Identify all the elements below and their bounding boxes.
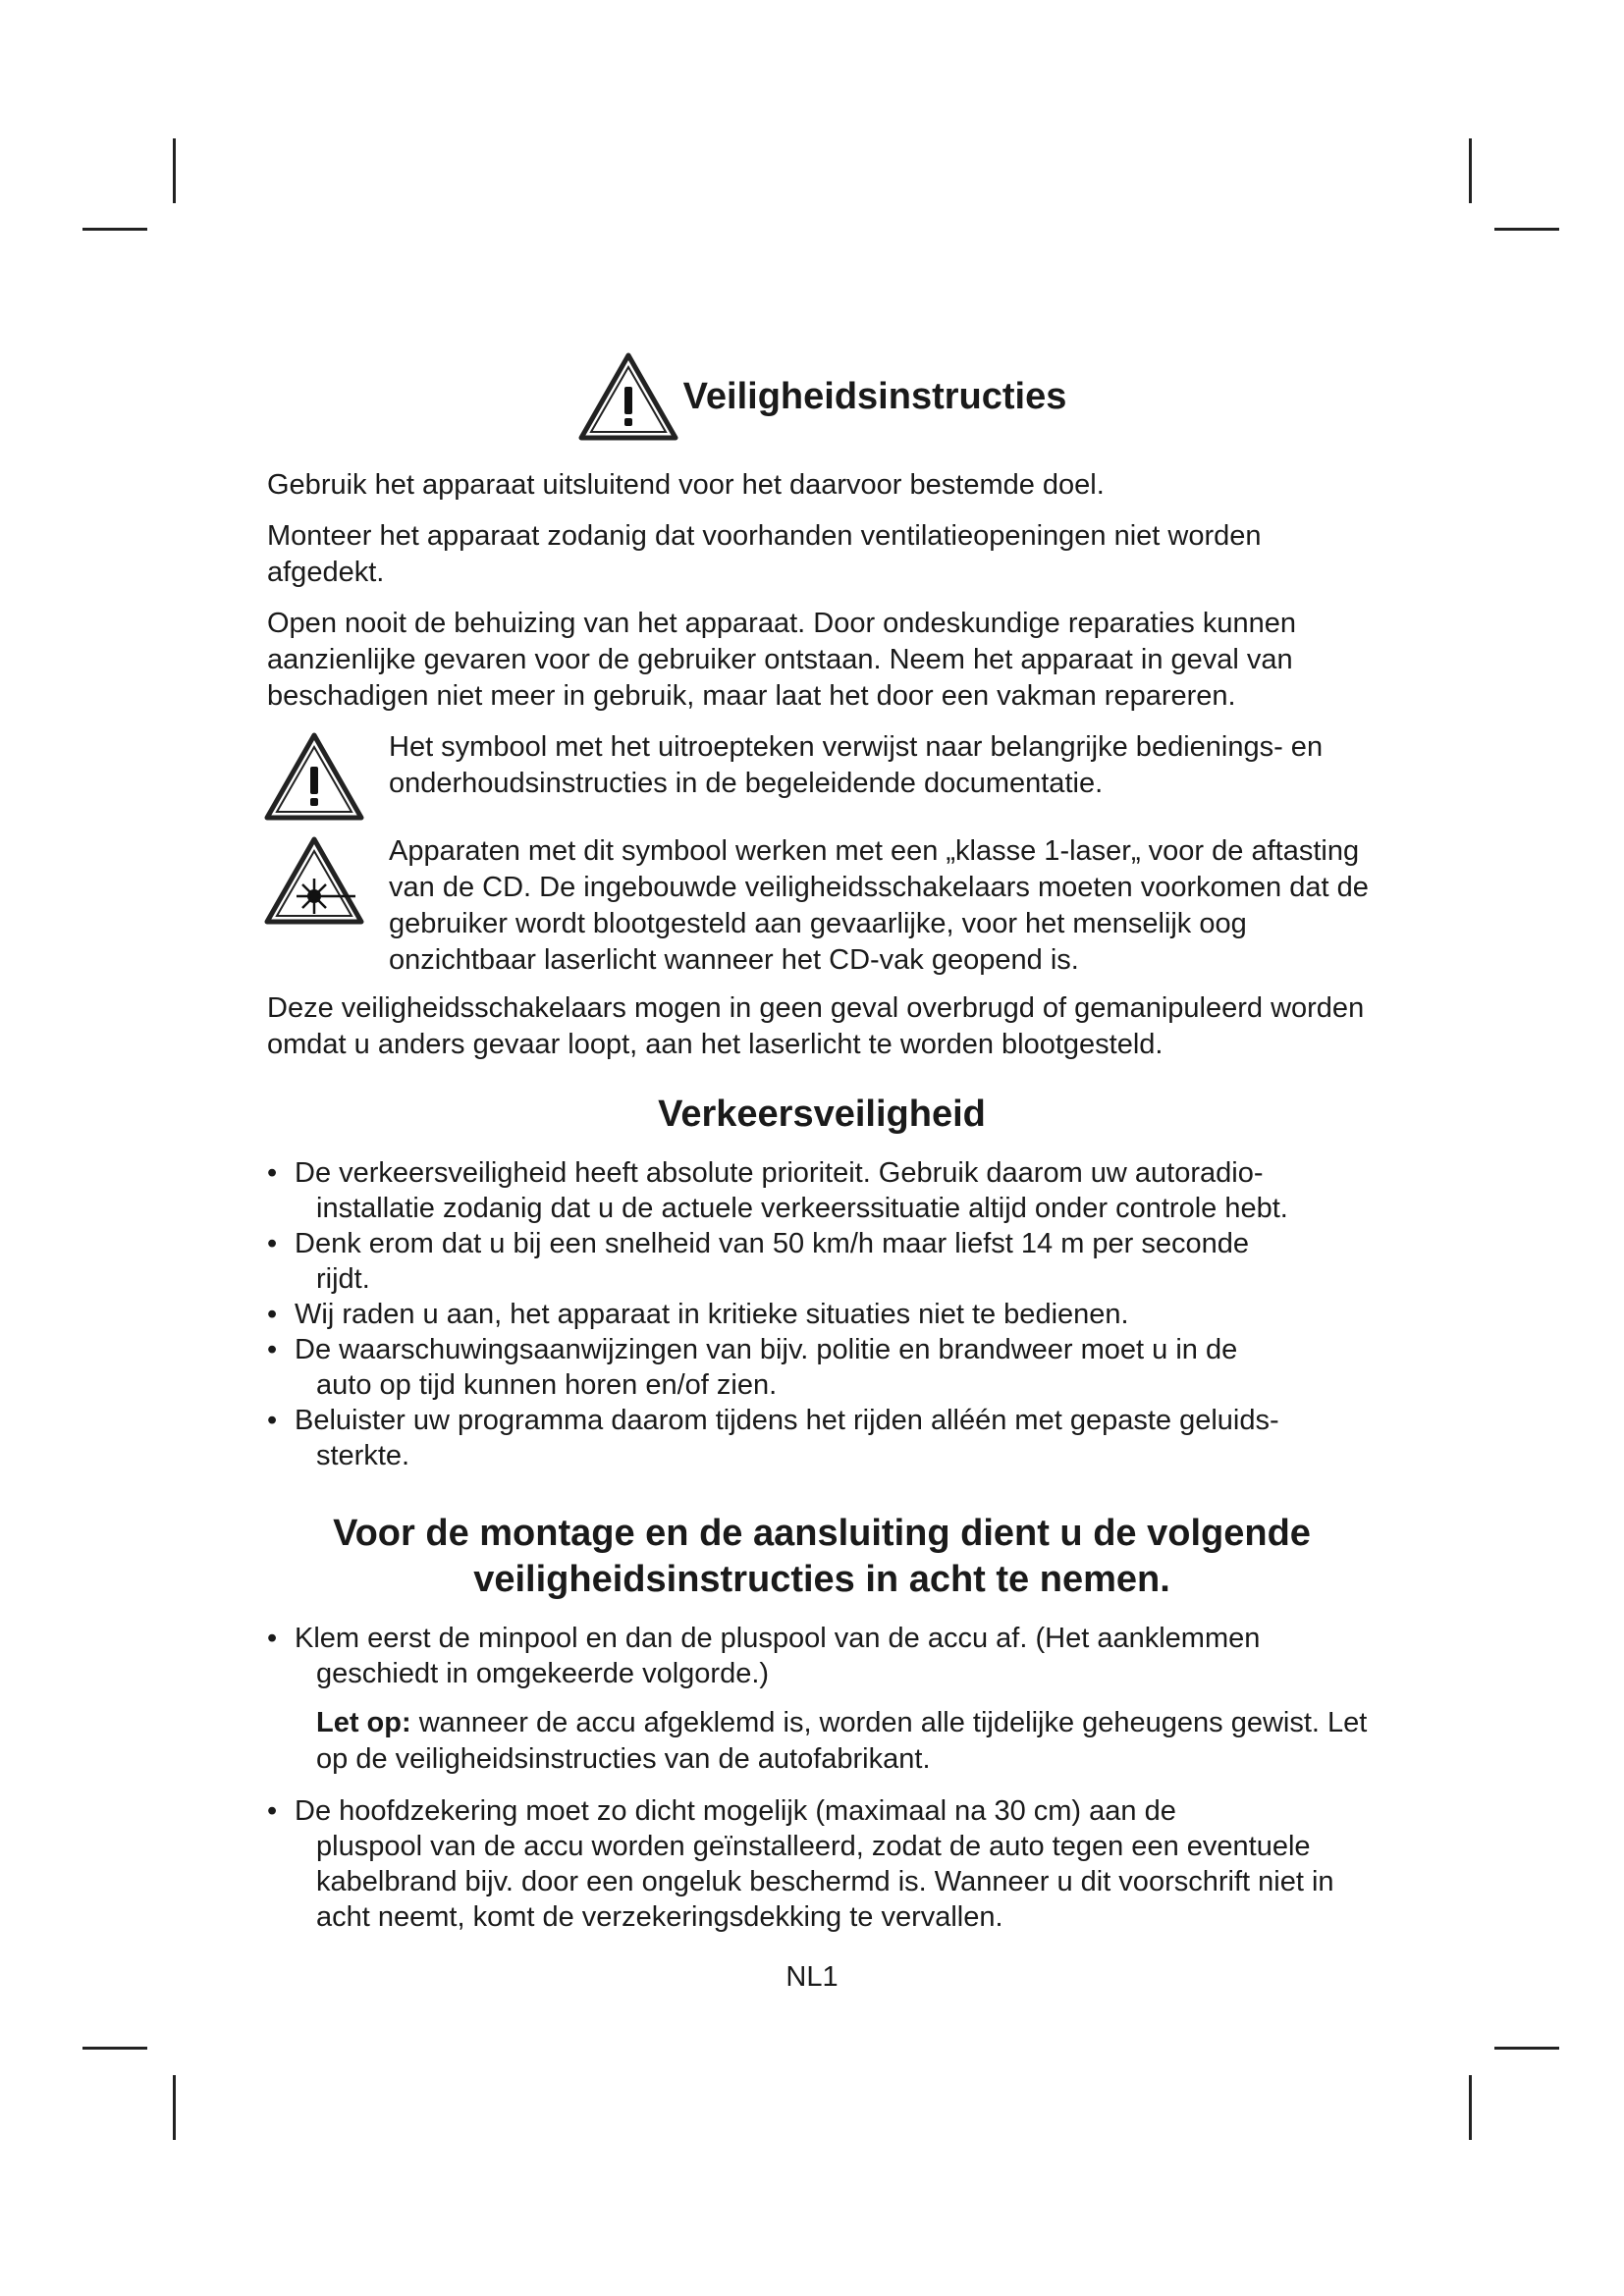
list-item-text: Denk erom dat u bij een snelheid van 50 km/h maar liefst 14 m per seconde: [295, 1228, 1250, 1259]
note-label: Let op:: [316, 1707, 411, 1738]
list-item: [267, 1155, 1377, 1226]
list-item-text: De waarschuwingsaanwijzingen van bijv. politie en brandweer moet u in de: [295, 1334, 1238, 1365]
list-item-text-cont: sterkte.: [316, 1440, 410, 1471]
page-content: [267, 351, 1377, 1935]
symbol-description: Het symbool met het uitroepteken verwijst naar belangrijke bedienings- en onderhoudsinstructies in de begeleidende documentatie.: [389, 731, 1324, 799]
section-heading-mounting: [267, 1511, 1377, 1603]
bullet: •: [267, 1795, 278, 1827]
bullet: •: [267, 1299, 278, 1330]
crop-mark: [1494, 2047, 1559, 2050]
bullet: •: [267, 1623, 278, 1654]
crop-mark: [173, 138, 176, 203]
crop-mark: [1494, 228, 1559, 231]
intro-paragraph: Open nooit de behuizing van het apparaat. Door ondeskundige reparaties kunnen aanzienlijke gevaren voor de gebruiker ontstaan. Neem het apparaat in geval van beschadigen niet meer in gebruik, maar laat het door een vakman repareren.: [267, 608, 1296, 712]
traffic-list: [267, 1155, 1377, 1473]
crop-mark: [173, 2075, 176, 2140]
bullet: •: [267, 1334, 278, 1365]
mounting-list-2: [267, 1793, 1377, 1935]
list-item-text: De verkeersveiligheid heeft absolute prioriteit. Gebruik daarom uw autoradio-: [295, 1157, 1264, 1189]
intro-paragraph: Monteer het apparaat zodanig dat voorhanden ventilatieopeningen niet worden afgedekt.: [267, 520, 1262, 588]
note-text: wanneer de accu afgeklemd is, worden alle tijdelijke geheugens gewist. Let op de veiligheidsinstructies van de autofabrikant.: [316, 1707, 1368, 1775]
page-title: Veiligheidsinstructies: [682, 375, 1067, 417]
attention-note: [316, 1705, 1377, 1778]
crop-mark: [1469, 138, 1472, 203]
list-item-text-cont: pluspool van de accu worden geïnstalleerd, zodat de auto tegen een eventuele kabelbrand bijv. door een ongeluk beschermd is. Wanneer u dit voorschrift niet in acht neemt, komt de verzekeringsdekking te vervallen.: [316, 1831, 1334, 1933]
laser-warning-icon: [263, 835, 365, 926]
list-item-text-cont: geschiedt in omgekeerde volgorde.): [316, 1658, 770, 1689]
intro-paragraph: Gebruik het apparaat uitsluitend voor het daarvoor bestemde doel.: [267, 469, 1105, 501]
exclamation-warning-icon: [263, 731, 365, 822]
crop-mark: [1469, 2075, 1472, 2140]
list-item-text: Wij raden u aan, het apparaat in kritieke situaties niet te bedienen.: [295, 1299, 1129, 1330]
symbol-description: Apparaten met dit symbool werken met een „klasse 1-laser„ voor de aftasting van de CD. De ingebouwde veiligheidsschakelaars moeten voorkomen dat de gebruiker wordt blootgesteld aan gevaarlijke, voor het menselijk oog onzichtbaar laserlicht wanneer het CD-vak geopend is.: [389, 835, 1369, 976]
bullet: •: [267, 1157, 278, 1189]
heading-line: Voor de montage en de aansluiting dient u de volgende: [333, 1513, 1311, 1554]
mounting-list: [267, 1621, 1377, 1691]
page-number: NL1: [785, 1961, 839, 1993]
list-item-text-cont: installatie zodanig dat u de actuele verkeerssituatie altijd onder controle hebt.: [316, 1193, 1288, 1224]
list-item: [267, 1226, 1377, 1297]
crop-mark: [82, 2047, 147, 2050]
laser-note: Deze veiligheidsschakelaars mogen in geen geval overbrugd of gemanipuleerd worden omdat u anders gevaar loopt, aan het laserlicht te worden blootgesteld.: [267, 992, 1365, 1060]
heading-line: veiligheidsinstructies in acht te nemen.: [473, 1559, 1170, 1600]
list-item: [267, 1621, 1377, 1691]
bullet: •: [267, 1228, 278, 1259]
list-item: [267, 1297, 1377, 1332]
list-item-text: Beluister uw programma daarom tijdens het rijden alléén met gepaste geluids-: [295, 1405, 1279, 1436]
crop-mark: [82, 228, 147, 231]
list-item: [267, 1332, 1377, 1403]
title-row: [267, 351, 1377, 442]
list-item-text: De hoofdzekering moet zo dicht mogelijk (maximaal na 30 cm) aan de: [295, 1795, 1176, 1827]
list-item: [267, 1793, 1377, 1935]
warning-triangle-icon: [577, 351, 679, 442]
symbol-exclamation-row: [267, 729, 1377, 822]
list-item-text-cont: auto op tijd kunnen horen en/of zien.: [316, 1369, 778, 1401]
list-item: [267, 1403, 1377, 1473]
symbol-laser-row: [267, 833, 1377, 979]
section-heading-traffic: Verkeersveiligheid: [658, 1094, 986, 1135]
bullet: •: [267, 1405, 278, 1436]
list-item-text-cont: rijdt.: [316, 1263, 370, 1295]
list-item-text: Klem eerst de minpool en dan de pluspool van de accu af. (Het aanklemmen: [295, 1623, 1261, 1654]
